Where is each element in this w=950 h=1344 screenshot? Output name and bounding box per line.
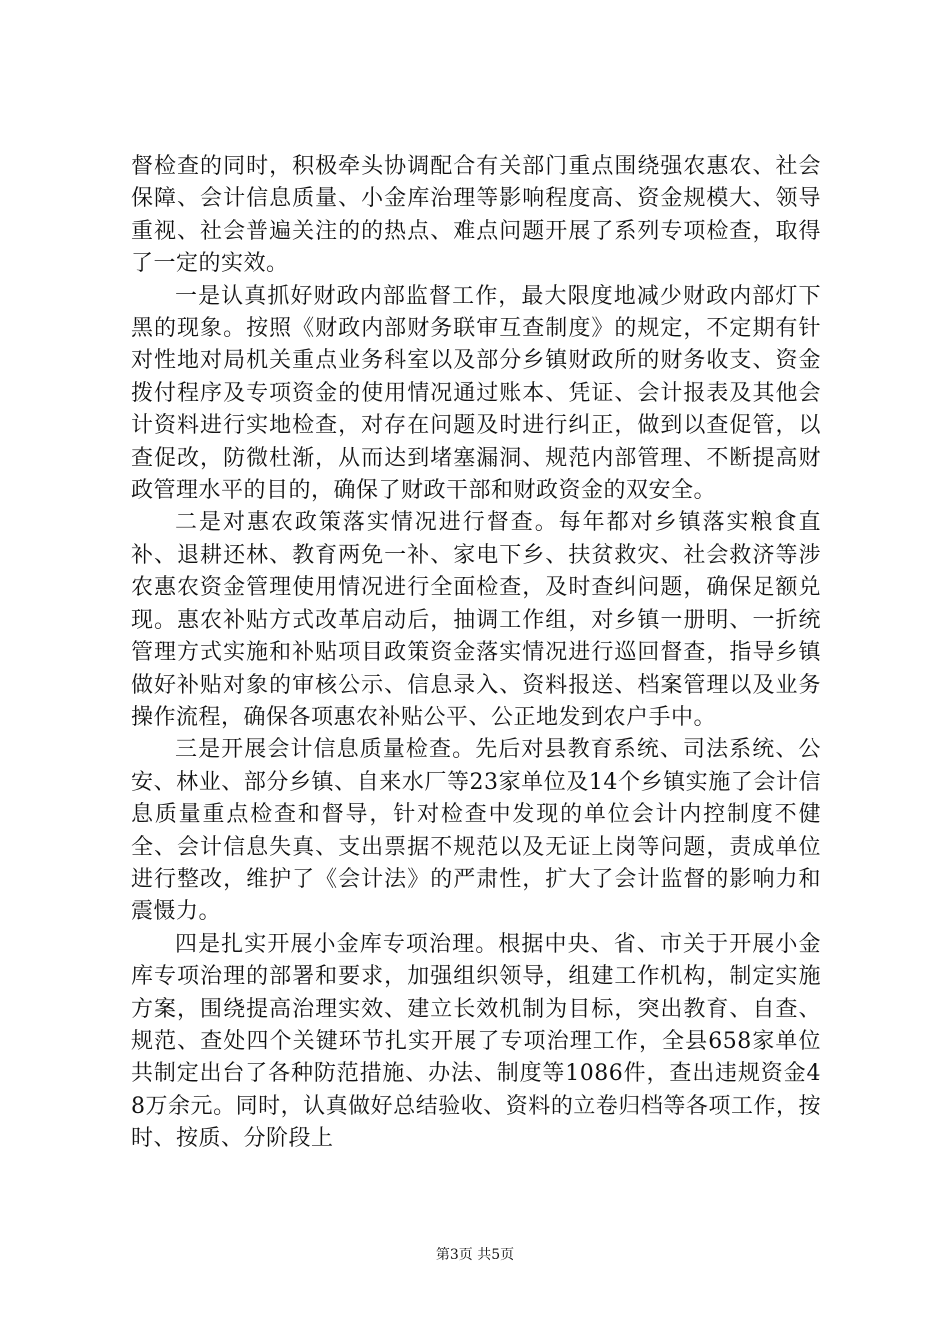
paragraph-internal-supervision: 一是认真抓好财政内部监督工作，最大限度地减少财政内部灯下黑的现象。按照《财政内部财务联审互查制度》的规定，不定期有针对性地对局机关重点业务科室以及部分乡镇财政所的财务收支、资金拨付程序及专项资金的使用情况通过账本、凭证、会计报表及其他会计资料进行实地检查，对存在问题及时进行纠正，做到以查促管，以查促改，防微杜渐，从而达到堵塞漏洞、规范内部管理、不断提高财政管理水平的目的，确保了财政干部和财政资金的双安全。	[131, 283, 821, 504]
paragraph-agricultural-policy: 二是对惠农政策落实情况进行督查。每年都对乡镇落实粮食直补、退耕还林、教育两免一补、家电下乡、扶贫救灾、社会救济等涉农惠农资金管理使用情况进行全面检查，及时查纠问题，确保足额兑现。惠农补贴方式改革启动后，抽调工作组，对乡镇一册明、一折统管理方式实施和补贴项目政策资金落实情况进行巡回督查，指导乡镇做好补贴对象的审核公示、信息录入、资料报送、档案管理以及业务操作流程，确保各项惠农补贴公平、公正地发到农户手中。	[131, 510, 821, 730]
paragraph-continuation: 督检查的同时，积极牵头协调配合有关部门重点围绕强农惠农、社会保障、会计信息质量、小金库治理等影响程度高、资金规模大、领导重视、社会普遍关注的的热点、难点问题开展了系列专项检查，取得了一定的实效。	[131, 154, 821, 277]
paragraph-accounting-quality: 三是开展会计信息质量检查。先后对县教育系统、司法系统、公安、林业、部分乡镇、自来水厂等23家单位及14个乡镇实施了会计信息质量重点检查和督导，针对检查中发现的单位会计内控制度不健全、会计信息失真、支出票据不规范以及无证上岗等问题，责成单位进行整改，维护了《会计法》的严肃性，扩大了会计监督的影响力和震慑力。	[131, 737, 821, 925]
document-body	[131, 151, 821, 1156]
page-number-footer: 第3页 共5页	[435, 1247, 515, 1263]
paragraph-slush-fund-governance: 四是扎实开展小金库专项治理。根据中央、省、市关于开展小金库专项治理的部署和要求，加强组织领导，组建工作机构，制定实施方案，围绕提高治理实效、建立长效机制为目标，突出教育、自查、规范、查处四个关键环节扎实开展了专项治理工作，全县658家单位共制定出台了各种防范措施、办法、制度等1086件，查出违规资金48万余元。同时，认真做好总结验收、资料的立卷归档等各项工作，按时、按质、分阶段上	[131, 931, 821, 1152]
